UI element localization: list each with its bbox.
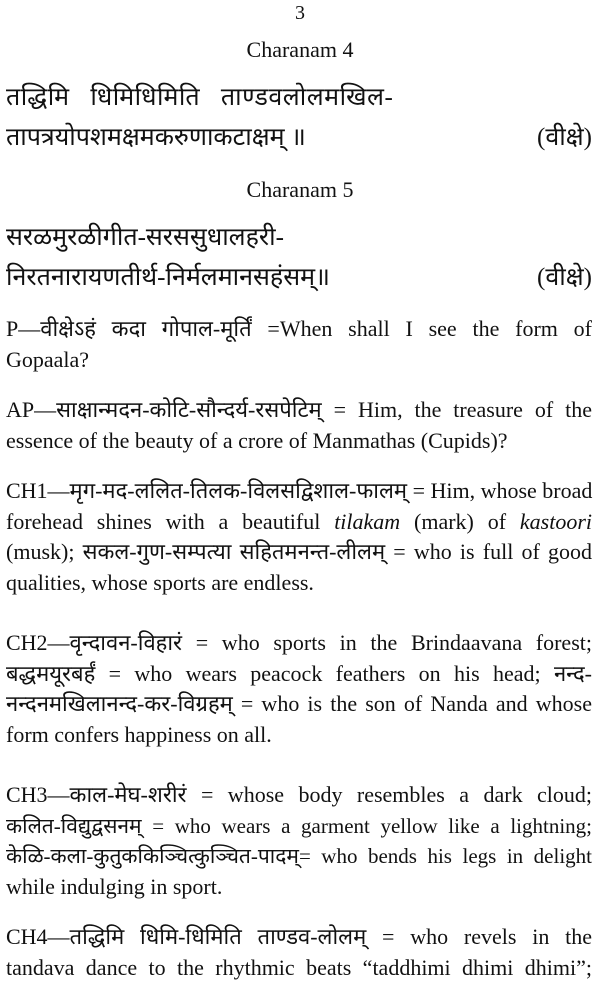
verse-line-text: सरळमुरळीगीत-सरससुधालहरी- — [6, 224, 284, 251]
meaning-line: form confers happiness on all. — [6, 721, 272, 747]
charanam-5-heading: Charanam 5 — [246, 177, 354, 202]
charanam-4-heading: Charanam 4 — [246, 37, 354, 62]
charanam-4-verse — [6, 78, 592, 158]
verse-line — [6, 258, 592, 298]
meaning-pallavi — [6, 314, 592, 375]
meaning-line: Gopaala? — [6, 346, 90, 372]
emphasis-term: kastoori — [519, 508, 592, 534]
meaning-line: AP—साक्षान्मदन-कोटि-सौन्दर्य-रसपेटिम् = Him, the treasure of the — [6, 397, 592, 422]
emphasis-term: tilakam — [334, 508, 401, 534]
meaning-charanam-1 — [6, 476, 592, 598]
meaning-line: नन्दनमखिलानन्द-कर-विग्रहम् = who is the son of Nanda and whose — [6, 691, 592, 716]
meaning-line: while indulging in sport. — [6, 873, 223, 899]
verse-line-text: निरतनारायणतीर्थ-निर्मलमानसहंसम्॥ — [6, 264, 331, 291]
meaning-line: CH1—मृग-मद-ललित-तिलक-विलसद्विशाल-फालम् = Him, whose broad — [6, 478, 593, 503]
meaning-charanam-4 — [6, 922, 592, 983]
meaning-line: CH3—काल-मेघ-शरीरं = whose body resembles a dark cloud; — [6, 782, 592, 807]
meaning-line: P—वीक्षेऽहं कदा गोपाल-मूर्तिं =When shall I see the form of — [6, 316, 592, 341]
verse-refrain-ref: (वीक्षे) — [537, 264, 592, 291]
meaning-line: केळि-कला-कुतुककिञ्चित्कुञ्चित-पादम्= who bends his legs in delight — [6, 844, 592, 868]
meaning-line: CH4—तद्धिमि धिमि-धिमिति ताण्डव-लोलम् = who revels in the — [6, 924, 592, 949]
meaning-line: बद्धमयूरबर्हं = who wears peacock feathers on his head; नन्द- — [6, 660, 592, 686]
verse-refrain-ref: (वीक्षे) — [537, 124, 592, 151]
meaning-charanam-3 — [6, 780, 592, 902]
page-number: 3 — [295, 2, 305, 24]
meaning-line: forehead shines with a beautiful tilakam (mark) of kastoori — [6, 508, 592, 534]
meaning-line: tandava dance to the rhythmic beats “taddhimi dhimi dhimi”; — [6, 954, 592, 980]
meaning-charanam-2 — [6, 628, 592, 750]
verse-line-text: तद्धिमि धिमिधिमिति ताण्डवलोलमखिल- — [6, 84, 394, 111]
verse-line — [6, 218, 592, 258]
meaning-anupallavi — [6, 395, 592, 456]
verse-line-text: तापत्रयोपशमक्षमकरुणाकटाक्षम् ॥ — [6, 124, 306, 151]
meaning-line: (musk); सकल-गुण-सम्पत्या सहितमनन्त-लीलम् = who is full of good — [6, 539, 592, 564]
meaning-line: CH2—वृन्दावन-विहारं = who sports in the Brindaavana forest; — [6, 630, 592, 655]
meaning-line: essence of the beauty of a crore of Manmathas (Cupids)? — [6, 427, 508, 453]
meaning-line: qualities, whose sports are endless. — [6, 569, 314, 595]
verse-line — [6, 78, 592, 118]
verse-line — [6, 118, 592, 158]
charanam-5-verse — [6, 218, 592, 298]
meaning-line: कलित-विद्युद्वसनम् = who wears a garment yellow like a lightning; — [6, 813, 592, 838]
